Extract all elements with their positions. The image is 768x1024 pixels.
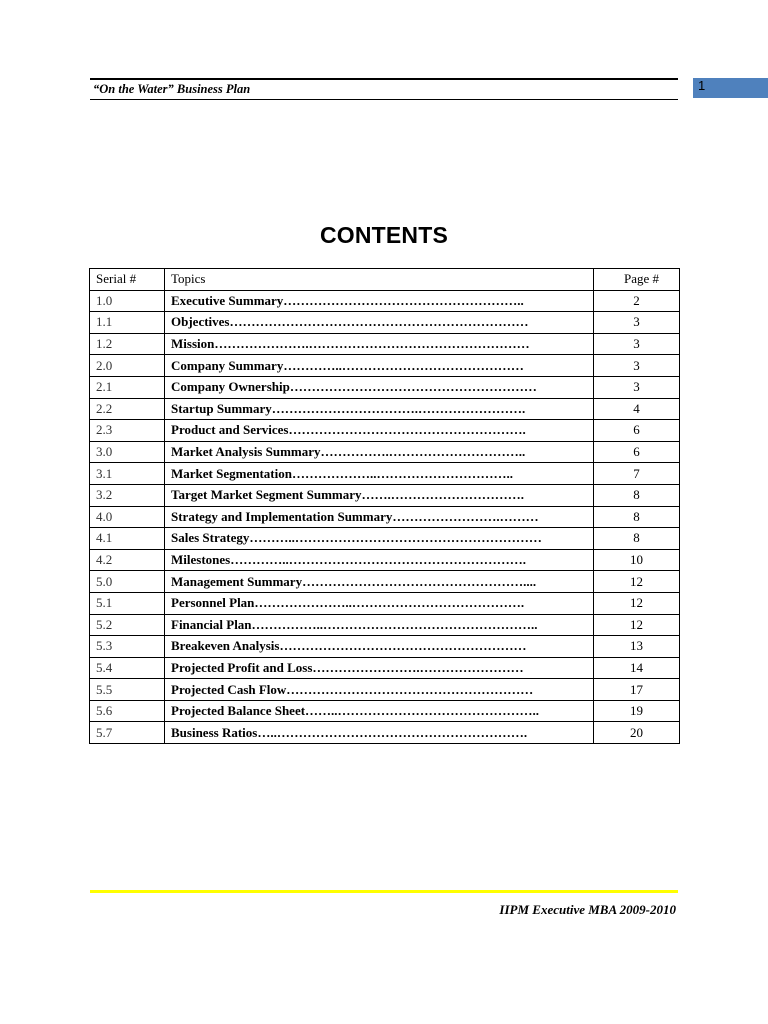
serial-cell: 3.2 (90, 484, 165, 506)
header-page: Page # (594, 269, 680, 291)
page-cell: 4 (594, 398, 680, 420)
table-row (90, 700, 680, 722)
topic-cell: Projected Profit and Loss…………………….…………………… (165, 657, 594, 679)
serial-cell: 2.3 (90, 420, 165, 442)
serial-cell: 1.1 (90, 312, 165, 334)
serial-cell: 5.5 (90, 679, 165, 701)
table-row (90, 420, 680, 442)
page-cell: 12 (594, 571, 680, 593)
topic-cell: Company Summary…………..…………………………………… (165, 355, 594, 377)
serial-cell: 5.4 (90, 657, 165, 679)
topic-cell: Market Segmentation………………..………………………….. (165, 463, 594, 485)
page-cell: 3 (594, 312, 680, 334)
serial-cell: 4.2 (90, 549, 165, 571)
serial-cell: 1.2 (90, 333, 165, 355)
table-row (90, 614, 680, 636)
table-header-row (90, 269, 680, 291)
serial-cell: 3.1 (90, 463, 165, 485)
page-cell: 17 (594, 679, 680, 701)
header-serial: Serial # (90, 269, 165, 291)
table-row (90, 398, 680, 420)
page-cell: 20 (594, 722, 680, 744)
serial-cell: 5.1 (90, 592, 165, 614)
topic-cell: Mission………………….…………………………………………… (165, 333, 594, 355)
page-cell: 7 (594, 463, 680, 485)
serial-cell: 3.0 (90, 441, 165, 463)
table-row (90, 312, 680, 334)
footer-text: IIPM Executive MBA 2009-2010 (499, 902, 676, 917)
serial-cell: 5.6 (90, 700, 165, 722)
topic-cell: Startup Summary…………………………….……………………. (165, 398, 594, 420)
topic-cell: Financial Plan……………..………………………………………….. (165, 614, 594, 636)
topic-cell: Projected Balance Sheet……..……………………………………….. (165, 700, 594, 722)
table-row (90, 376, 680, 398)
table-row (90, 355, 680, 377)
page-number-tab (693, 78, 768, 98)
topic-cell: Milestones…………..………………………………………………. (165, 549, 594, 571)
serial-cell: 5.3 (90, 636, 165, 658)
table-row (90, 528, 680, 550)
topic-cell: Business Ratios…..…………………………………………………. (165, 722, 594, 744)
table-row (90, 636, 680, 658)
table-row (90, 592, 680, 614)
table-body (90, 290, 680, 743)
header-topics: Topics (165, 269, 594, 291)
table-row (90, 333, 680, 355)
topic-cell: Market Analysis Summary…………….………………………….. (165, 441, 594, 463)
footer-divider (90, 890, 678, 893)
topic-cell: Company Ownership………………………………………………… (165, 376, 594, 398)
topic-cell: Management Summary…………………………………………….... (165, 571, 594, 593)
page-cell: 12 (594, 614, 680, 636)
serial-cell: 2.0 (90, 355, 165, 377)
topic-cell: Objectives…………………………………………………………… (165, 312, 594, 334)
contents-table (89, 268, 680, 744)
table-row (90, 441, 680, 463)
page-cell: 8 (594, 506, 680, 528)
serial-cell: 2.2 (90, 398, 165, 420)
topic-cell: Executive Summary……………………………………………….. (165, 290, 594, 312)
page-cell: 8 (594, 484, 680, 506)
topic-cell: Target Market Segment Summary…….…………………………. (165, 484, 594, 506)
table-row (90, 679, 680, 701)
page-cell: 2 (594, 290, 680, 312)
header-title: “On the Water” Business Plan (93, 82, 251, 96)
page-cell: 6 (594, 420, 680, 442)
page-number: 1 (698, 78, 706, 93)
page-cell: 3 (594, 355, 680, 377)
topic-cell: Projected Cash Flow………………………………………………… (165, 679, 594, 701)
page-cell: 3 (594, 333, 680, 355)
topic-cell: Sales Strategy………..………………………………………………… (165, 528, 594, 550)
page-header (90, 78, 678, 100)
serial-cell: 4.1 (90, 528, 165, 550)
table-row (90, 484, 680, 506)
topic-cell: Breakeven Analysis………………………………………………… (165, 636, 594, 658)
page-cell: 6 (594, 441, 680, 463)
table-row (90, 290, 680, 312)
page-cell: 12 (594, 592, 680, 614)
serial-cell: 5.7 (90, 722, 165, 744)
serial-cell: 5.2 (90, 614, 165, 636)
serial-cell: 2.1 (90, 376, 165, 398)
page-cell: 10 (594, 549, 680, 571)
page-cell: 3 (594, 376, 680, 398)
topic-cell: Strategy and Implementation Summary…………………….……… (165, 506, 594, 528)
table-row (90, 722, 680, 744)
table-row (90, 657, 680, 679)
table-row (90, 506, 680, 528)
page-cell: 13 (594, 636, 680, 658)
topic-cell: Product and Services………………………………………………. (165, 420, 594, 442)
page-cell: 19 (594, 700, 680, 722)
serial-cell: 1.0 (90, 290, 165, 312)
table-row (90, 571, 680, 593)
contents-title: CONTENTS (319, 222, 449, 248)
serial-cell: 4.0 (90, 506, 165, 528)
topic-cell: Personnel Plan…………………..…………………………………. (165, 592, 594, 614)
page-cell: 8 (594, 528, 680, 550)
page-cell: 14 (594, 657, 680, 679)
table-row (90, 463, 680, 485)
table-row (90, 549, 680, 571)
serial-cell: 5.0 (90, 571, 165, 593)
